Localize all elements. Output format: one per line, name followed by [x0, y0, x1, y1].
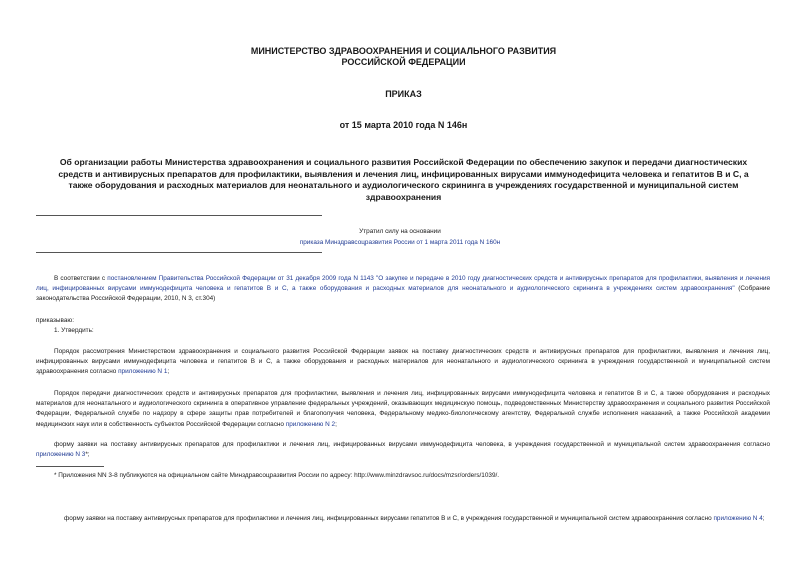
appendix-3-link[interactable]: приложению N 3 — [36, 451, 86, 459]
paragraph-end: *; — [85, 451, 90, 459]
paragraph-1 — [36, 347, 770, 378]
preamble-text: В соответствии с — [54, 275, 108, 282]
title-line: здравоохранения — [365, 191, 442, 202]
appendix-2-link[interactable]: приложению N 2 — [285, 420, 336, 428]
footnote: * Приложения NN 3-8 публикуются на официальном сайте Минздравсоцразвития России по адресу: http://www.minzdravsoc.ru/docs/mzsr/orders/1039/. — [54, 472, 500, 479]
title-line: средств и антивирусных препаратов для профилактики, выявления и лечения лиц, инфицированных вирусами иммунодефицита человека и гепатитов В и С, а — [58, 168, 749, 179]
order-word: приказываю: — [36, 317, 74, 324]
paragraph-2 — [36, 389, 770, 430]
repeal-order-link[interactable]: приказа Минздравсоцразвития России от 1 марта 2011 года N 160н — [299, 239, 501, 246]
paragraph-text: форму заявки на поставку антивирусных препаратов для профилактики и лечения лиц, инфицированных вирусами гепатитов В и С, в учреждения государственной и муниципальной систем здравоохранения согласно — [64, 515, 714, 522]
divider — [36, 215, 322, 216]
item-1: 1. Утвердить: — [54, 327, 94, 334]
preamble — [36, 274, 770, 305]
doc-type: ПРИКАЗ — [385, 89, 422, 99]
paragraph-4 — [36, 514, 770, 524]
appendix-4-link[interactable]: приложению N 4 — [713, 515, 763, 522]
paragraph-text: Порядок рассмотрения Министерством здравоохранения и социального развития Российской Федерации заявок на поставку диагностических средств и антивирусных препаратов для профилактики, выявления и лечения лиц, инфицированных вирусами иммунодефицита человека и гепатитов В и С, а также оборудования и расходных материалов для неонатального и аудиологического скрининга в учреждения государственной и муниципальной систем здравоохранения согласно — [36, 348, 770, 376]
paragraph-end: ; — [762, 515, 765, 522]
status-note: Утратил силу на основании — [359, 228, 441, 235]
paragraph-end: ; — [167, 368, 170, 376]
title-line: Об организации работы Министерства здравоохранения и социального развития Российской Федерации по обеспечению закупок и передачи диагностических — [59, 157, 748, 167]
paragraph-end: ; — [335, 420, 337, 428]
government-decree-link[interactable]: постановлением Правительства Российской Федерации от 31 декабря 2009 года N 1143 "О закупке и передаче в 2010 году диагностических средств и антивирусных препаратов для профилактики, выявления и лечения лиц, инфицированных вирусами иммунодефицита человека и гепатитов В и С, а также оборудования и расходных материалов для неонатального и аудиологического скрининга в учреждениях систем здравоохранения" — [36, 275, 771, 293]
document-title — [20, 157, 787, 203]
doc-date-number: от 15 марта 2010 года N 146н — [339, 120, 468, 130]
paragraph-3 — [36, 440, 770, 460]
preamble-text: (Собрание законодательства Российской Федерации, 2010, N 3, ст.304) — [36, 285, 771, 303]
paragraph-text: форму заявки на поставку антивирусных препаратов для профилактики и лечения лиц, инфицированных вирусами иммунодефицита человека, в учреждения государственной и муниципальной систем здравоохранения согласно — [54, 441, 770, 448]
appendix-1-link[interactable]: приложению N 1 — [118, 368, 168, 376]
ministry-line1: МИНИСТЕРСТВО ЗДРАВООХРАНЕНИЯ И СОЦИАЛЬНОГО РАЗВИТИЯ — [250, 46, 557, 56]
title-line: также оборудования и расходных материалов для неонатального и аудиологического скрининга в учреждениях государственной и муниципальной систем — [68, 180, 739, 190]
ministry-line2: РОССИЙСКОЙ ФЕДЕРАЦИИ — [341, 57, 466, 67]
footnote-divider — [36, 466, 104, 467]
paragraph-text: Порядок передачи диагностических средств и антивирусных препаратов для профилактики, выявления и лечения лиц, инфицированных вирусами иммунодефицита человека и гепатитов В и С, а также оборудования и расходных материалов для неонатального и аудиологического скрининга в оперативное управление федеральных учреждений, оказывающих медицинскую помощь, подведомственных Министерству здравоохранения и социального развития Российской Федерации, Федеральной службе по надзору в сфере защиты прав потребителей и благополучия человека, Федеральному медико-биологическому агентству, Федеральной службе исполнения наказаний, а также Российской академии медицинских наук или в собственность субъектов Российской Федерации согласно — [36, 390, 770, 428]
divider — [36, 252, 322, 253]
